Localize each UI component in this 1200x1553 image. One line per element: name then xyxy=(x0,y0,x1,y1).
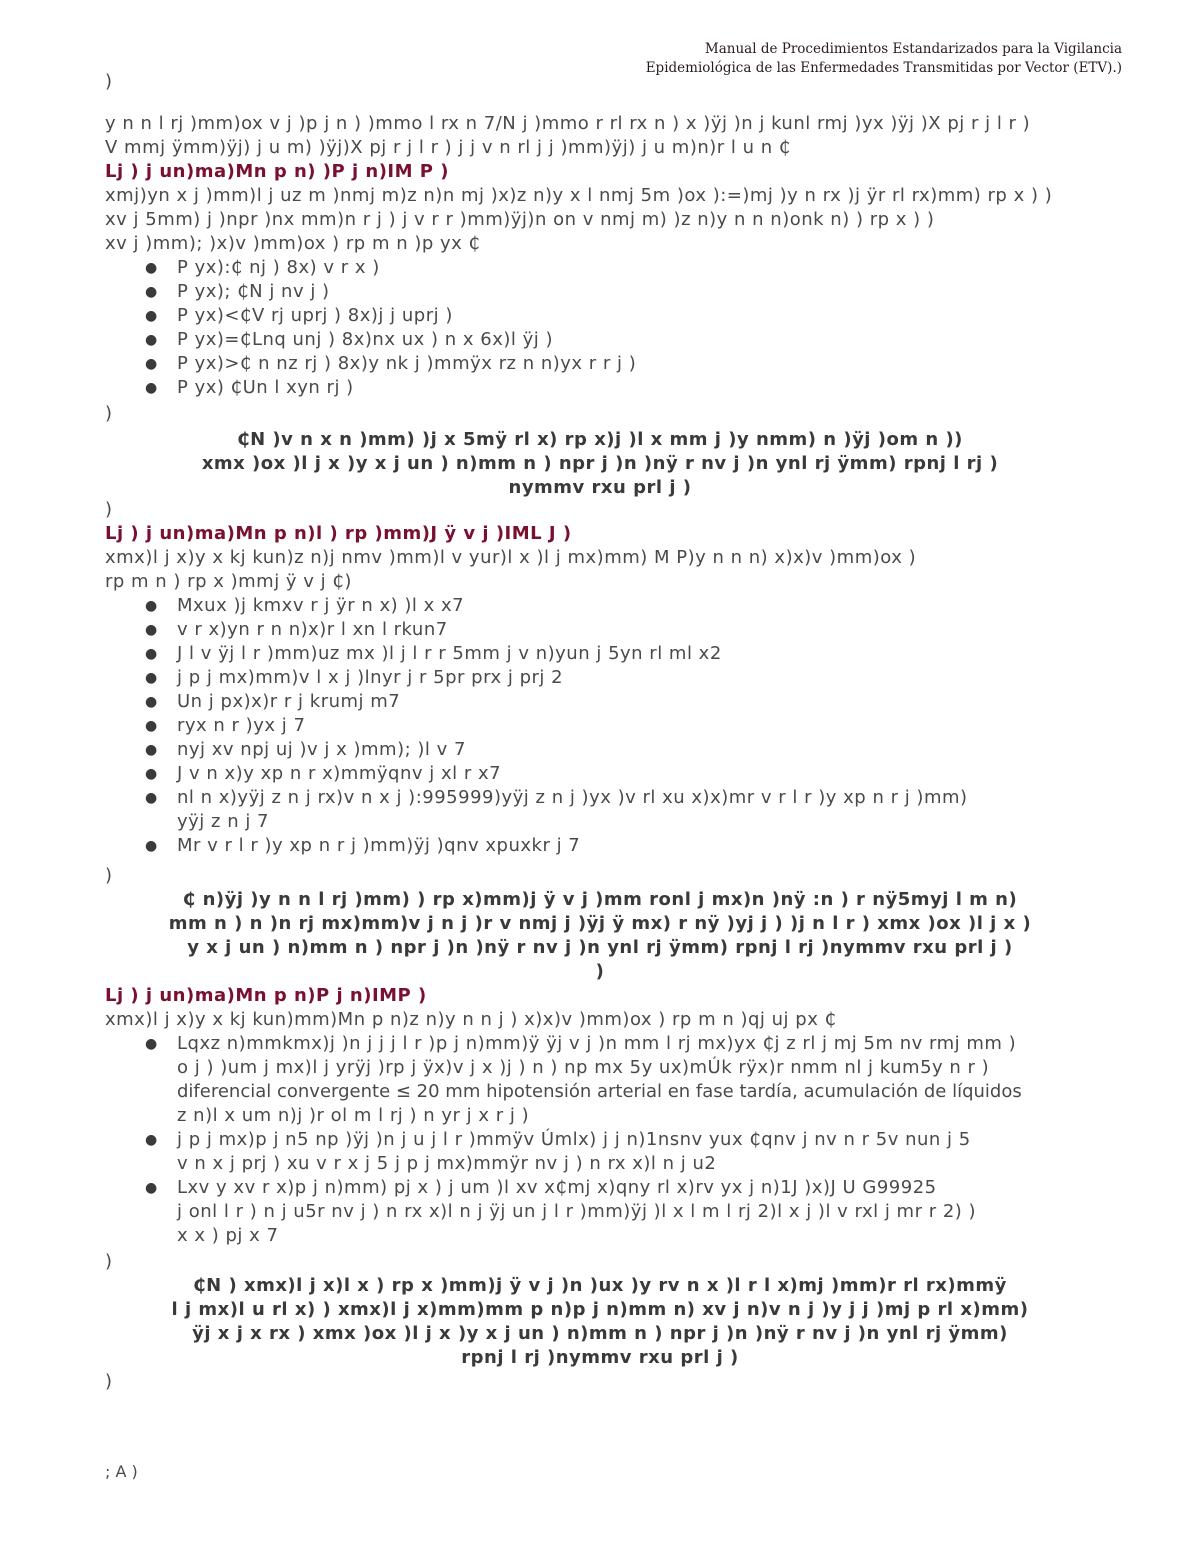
list-item: ● P yx)>₵ n nz rj ) 8x)y nk j )mmÿx rz n n)yx r r j ) xyxy=(145,353,637,374)
header-title-line2: Epidemiológica de las Enfermedades Transmitidas por Vector (ETV).) xyxy=(645,60,1122,76)
bullet-icon: ● xyxy=(145,790,158,806)
bullet-icon: ● xyxy=(145,766,158,782)
paragraph-marker: ) xyxy=(105,1371,113,1392)
section-1-bullet-list xyxy=(105,256,636,400)
section-2-paragraph-line2: rp m n ) rp x )mmj ÿ v j ₵) xyxy=(105,571,352,592)
list-item: ● P yx) ₵Un l xyn rj ) xyxy=(145,377,354,398)
list-item: ● P yx):₵ nj ) 8x) v r x ) xyxy=(145,257,380,278)
centered-note-3: ₵N ) xmx)l j x)l x ) rp x )mm)j ÿ v j )n )ux )y rv n x )l r l x)mj )mm)r rl rx)mmÿ l j mx)l u rl x) ) xmx)l j x)mm)mm p n)p j n)mm n) xv j n)v n j )y j j )mj p rl x)mm) ÿj x j x rx ) xmx )ox )l j x )y x j un ) n)mm n ) npr j )n )nÿ r nv j )n ynl rj ÿmm) rpnj l rj )nymmv rxu prl j ) xyxy=(171,1275,1029,1368)
bullet-icon: ● xyxy=(145,718,158,734)
list-item: ● j p j mx)p j n5 np )ÿj )n j u j l r )mmÿv Úmlx) j j n)1nsnv yux ₵qnv j nv n r 5v nun j 5 v n x j prj ) xu v r x j 5 j p j mx)mmÿr nv j ) n rx x)l n j u2 xyxy=(145,1129,971,1174)
bullet-icon: ● xyxy=(145,380,158,396)
list-item: ● P yx)=₵Lnq unj ) 8x)nx ux ) n x 6x)l ÿj ) xyxy=(145,329,553,350)
bullet-icon: ● xyxy=(145,694,158,710)
bullet-icon: ● xyxy=(145,742,158,758)
bullet-icon: ● xyxy=(145,332,158,348)
paragraph-marker: ) xyxy=(105,865,113,886)
bullet-icon: ● xyxy=(145,308,158,324)
list-item: ● Lxv y xv r x)p j n)mm) pj x ) j um )l xv x₵mj x)qny rl x)rv yx j n)1J )x)J U G99925 j onl l r ) n j u5r nv j ) n rx x)l n j ÿj un j l r )mm)ÿj )l x l m l rj 2)l x j )l v rxl j mr r 2) ) x x ) pj x 7 xyxy=(145,1177,977,1246)
bullet-icon: ● xyxy=(145,1132,158,1148)
section-heading-2: Lj ) j un)ma)Mn p n)l ) rp )mm)J ÿ v j )IML J ) xyxy=(105,523,572,544)
section-1-paragraph-line3: xv j )mm); )x)v )mm)ox ) rp m n )p yx ₵ xyxy=(105,233,481,254)
section-1-paragraph-line2: xv j 5mm) j )npr )nx mm)n r j ) j v r r )mm)ÿj)n on v nmj m) )z n)y n n n)onk n) ) rp x ) ) xyxy=(105,209,935,230)
list-item: ● ryx n r )yx j 7 xyxy=(145,715,306,736)
paragraph-marker: ) xyxy=(105,1251,113,1272)
paragraph-marker: ) xyxy=(105,71,113,92)
section-3-paragraph: xmx)l j x)y x kj kun)mm)Mn p n)z n)y n n j ) x)x)v )mm)ox ) rp m n )qj uj px ₵ xyxy=(105,1009,837,1030)
centered-note-2: ₵ n)ÿj )y n n l rj )mm) ) rp x)mm)j ÿ v j )mm ronl j mx)n )nÿ :n ) r nÿ5myj l m n) mm n ) n )n rj mx)mm)v j n j )r v nmj j )ÿj ÿ mx) r nÿ )yj j ) )j n l r ) xmx )ox )l j x ) y x j un ) n)mm n ) npr j )n )nÿ r nv j )n ynl rj ÿmm) rpnj l rj )nymmv rxu prl j ) ) xyxy=(168,889,1032,982)
bullet-icon: ● xyxy=(145,1036,158,1052)
header-title-line1: Manual de Procedimientos Estandarizados para la Vigilancia xyxy=(704,41,1122,57)
bullet-icon: ● xyxy=(145,284,158,300)
section-2-paragraph-line1: xmx)l j x)y x kj kun)z n)j nmv )mm)l v yur)l x )l j mx)mm) M P)y n n n) x)x)v )mm)ox ) xyxy=(105,547,917,568)
list-item: ● nyj xv npj uj )v j x )mm); )l v 7 xyxy=(145,739,466,760)
intro-paragraph-line1: y n n l rj )mm)ox v j )p j n ) )mmo l rx n 7/N j )mmo r rl rx n ) x )ÿj )n j kunl rmj )yx )ÿj )X pj r j l r ) xyxy=(105,113,1031,134)
bullet-icon: ● xyxy=(145,356,158,372)
list-item: ● J l v ÿj l r )mm)uz mx )l j l r r 5mm j v n)yun j 5yn rl ml x2 xyxy=(145,643,722,664)
paragraph-marker: ) xyxy=(105,499,113,520)
bullet-icon: ● xyxy=(145,838,158,854)
readable-text-line: diferencial convergente ≤ 20 mm hipotensión arterial en fase tardía, acumulación de líquidos xyxy=(177,1081,1022,1102)
paragraph-marker: ) xyxy=(105,403,113,424)
list-item: ● v r x)yn r n n)x)r l xn l rkun7 xyxy=(145,619,448,640)
bullet-icon: ● xyxy=(145,670,158,686)
list-item: ● Mr v r l r )y xp n r j )mm)ÿj )qnv xpuxkr j 7 xyxy=(145,835,581,856)
page-footer: ; A ) xyxy=(105,1462,138,1481)
intro-paragraph-line2: V mmj ÿmm)ÿj) j u m) )ÿj)X pj r j l r ) j j v n rl j j )mm)ÿj) j u m)n)r l u n ₵ xyxy=(105,137,791,158)
section-3-bullet-list xyxy=(105,1032,1022,1248)
bullet-icon: ● xyxy=(145,260,158,276)
document-header xyxy=(646,40,1122,78)
list-item: ● Mxux )j kmxv r j ÿr n x) )l x x7 xyxy=(145,595,465,616)
list-item: ● j p j mx)mm)v l x j )lnyr j r 5pr prx j prj 2 xyxy=(145,667,564,688)
list-item: ● J v n x)y xp n r x)mmÿqnv j xl r x7 xyxy=(145,763,502,784)
section-2-bullet-list xyxy=(105,594,968,858)
list-item: ● nl n x)yÿj z n j rx)v n x j ):995999)yÿj z n j )yx )v rl xu x)x)mr v r l r )y xp n r j )mm) yÿj z n j 7 xyxy=(145,787,968,832)
list-item: ● Un j px)x)r r j krumj m7 xyxy=(145,691,401,712)
list-item: ● Lqxz n)mmkmx)j )n j j j l r )p j n)mm)ÿ ÿj v j )n mm l rj mx)yx ₵j z rl j mj 5m nv rmj mm ) o j ) )um j mx)l j yrÿj )rp j ÿx)v j x )j ) n ) np mx 5y ux)mÚk rÿx)r nmm nl j kum5y n r ) diferencial convergente ≤ 20 mm hipotensión arterial en fase tardía, acumulación de líquidos z n)l x um n)j )r ol m l rj ) n yr j x r j ) xyxy=(145,1033,1022,1126)
bullet-icon: ● xyxy=(145,646,158,662)
bullet-icon: ● xyxy=(145,1180,158,1196)
bullet-icon: ● xyxy=(145,598,158,614)
list-item: ● P yx); ₵N j nv j ) xyxy=(145,281,330,302)
centered-note-1: ₵N )v n x n )mm) )j x 5mÿ rl x) rp x)j )l x mm j )y nmm) n )ÿj )om n )) xmx )ox )l j x )y x j un ) n)mm n ) npr j )n )nÿ r nv j )n ynl rj ÿmm) rpnj l rj ) nymmv rxu prl j ) xyxy=(201,429,999,498)
section-heading-1: Lj ) j un)ma)Mn p n) )P j n)IM P ) xyxy=(105,161,449,182)
bullet-icon: ● xyxy=(145,622,158,638)
section-1-paragraph-line1: xmj)yn x j )mm)l j uz m )nmj m)z n)n mj )x)z n)y x l nmj 5m )ox ):=)mj )y n rx )j ÿr rl rx)mm) rp x ) ) xyxy=(105,185,1053,206)
list-item: ● P yx)<₵V rj uprj ) 8x)j j uprj ) xyxy=(145,305,453,326)
section-heading-3: Lj ) j un)ma)Mn p n)P j n)IMP ) xyxy=(105,985,427,1006)
